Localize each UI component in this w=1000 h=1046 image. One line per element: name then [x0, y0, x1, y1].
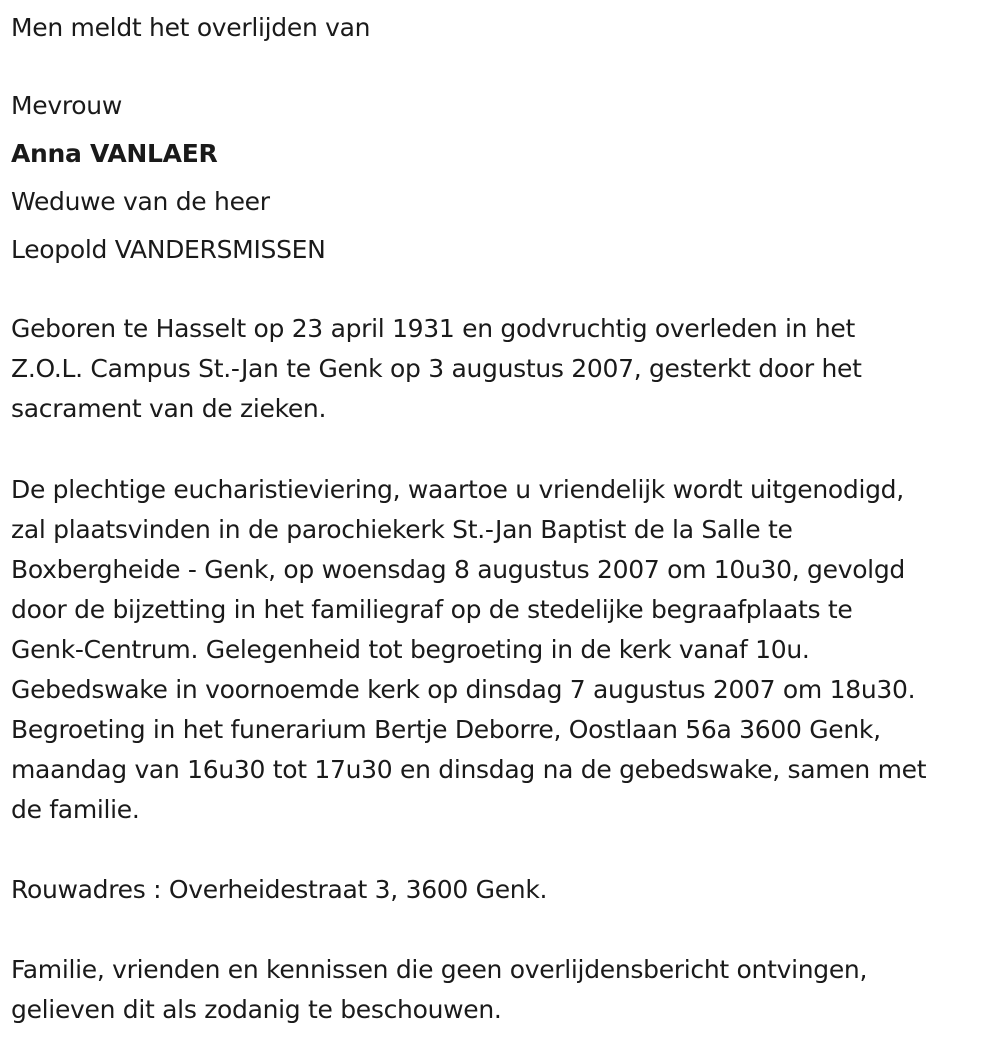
paragraph-line: door de bijzetting in het familiegraf op de stedelijke begraafplaats te: [11, 595, 853, 624]
salutation: Mevrouw: [11, 91, 122, 120]
paragraph-line: maandag van 16u30 tot 17u30 en dinsdag na de gebedswake, samen met: [11, 755, 927, 784]
paragraph-line: Gebedswake in voornoemde kerk op dinsdag 7 augustus 2007 om 18u30.: [11, 675, 916, 704]
paragraph-line: Genk-Centrum. Gelegenheid tot begroeting in de kerk vanaf 10u.: [11, 635, 810, 664]
paragraph-line: gelieven dit als zodanig te beschouwen.: [11, 995, 502, 1024]
paragraph-line: Geboren te Hasselt op 23 april 1931 en godvruchtig overleden in het: [11, 314, 855, 343]
intro-text: Men meldt het overlijden van: [11, 13, 371, 42]
paragraph-line: zal plaatsvinden in de parochiekerk St.-Jan Baptist de la Salle te: [11, 515, 793, 544]
paragraph-line: de familie.: [11, 795, 140, 824]
paragraph-line: Familie, vrienden en kennissen die geen overlijdensbericht ontvingen,: [11, 955, 868, 984]
address-paragraph: [11, 870, 547, 910]
paragraph-line: Boxbergheide - Genk, op woensdag 8 augustus 2007 om 10u30, gevolgd: [11, 555, 905, 584]
address-text: Rouwadres : Overheidestraat 3, 3600 Genk.: [11, 875, 548, 904]
relation-text: Weduwe van de heer: [11, 187, 270, 216]
closing-paragraph: [11, 950, 867, 1030]
paragraph-line: De plechtige eucharistieviering, waartoe u vriendelijk wordt uitgenodigd,: [11, 475, 904, 504]
paragraph-line: Begroeting in het funerarium Bertje Deborre, Oostlaan 56a 3600 Genk,: [11, 715, 881, 744]
paragraph-line: sacrament van de zieken.: [11, 394, 327, 423]
birth-paragraph: [11, 309, 862, 429]
paragraph-line: Z.O.L. Campus St.-Jan te Genk op 3 augustus 2007, gesterkt door het: [11, 354, 862, 383]
spouse-name: Leopold VANDERSMISSEN: [11, 235, 326, 264]
deceased-name: Anna VANLAER: [11, 139, 218, 168]
ceremony-paragraph: [11, 470, 926, 830]
